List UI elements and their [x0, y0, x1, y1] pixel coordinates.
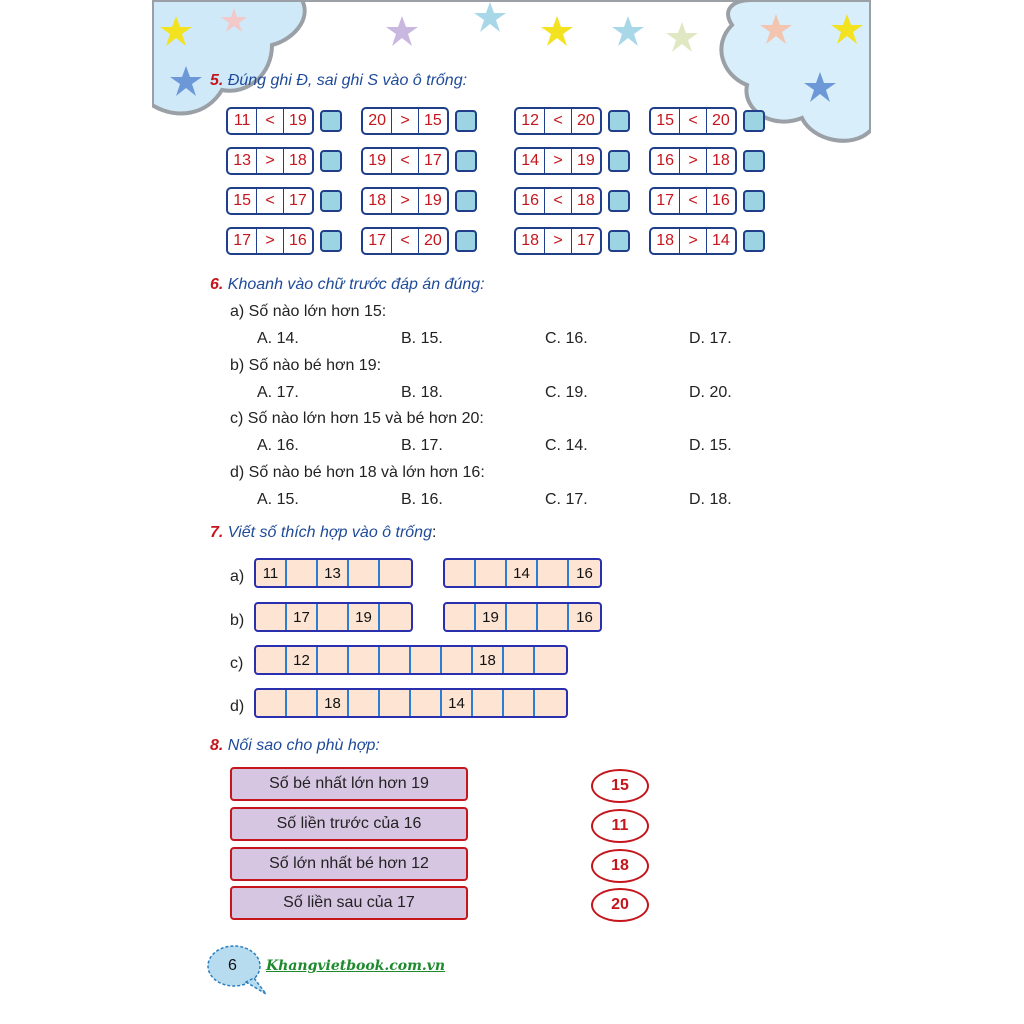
answer-option[interactable]: C. 17. — [545, 490, 588, 508]
empty-cell[interactable] — [380, 560, 411, 586]
empty-cell[interactable] — [287, 560, 318, 586]
match-number-oval[interactable]: 15 — [591, 769, 649, 803]
left-number: 18 — [656, 232, 675, 249]
number-strip — [254, 645, 568, 675]
q6-number: 6. — [210, 276, 224, 293]
answer-box[interactable] — [608, 190, 630, 212]
empty-cell[interactable] — [473, 690, 504, 716]
empty-cell[interactable] — [538, 604, 569, 630]
answer-box[interactable] — [608, 150, 630, 172]
comparison-item — [361, 146, 477, 176]
match-statement[interactable]: Số bé nhất lớn hơn 19 — [230, 767, 468, 801]
left-number: 19 — [368, 152, 387, 169]
comparison-box — [226, 107, 314, 135]
comparison-item — [649, 146, 765, 176]
answer-box[interactable] — [608, 230, 630, 252]
comparison-item — [226, 106, 342, 136]
answer-box[interactable] — [455, 190, 477, 212]
empty-cell[interactable] — [442, 647, 473, 673]
left-number: 17 — [656, 192, 675, 209]
answer-option[interactable]: B. 15. — [401, 330, 443, 347]
empty-cell[interactable] — [535, 690, 566, 716]
comparison-item — [649, 106, 765, 136]
comparison-item — [361, 226, 477, 256]
match-statement[interactable]: Số liền trước của 16 — [230, 807, 468, 841]
left-number: 18 — [368, 192, 387, 209]
number-strip — [254, 688, 568, 718]
answer-option[interactable]: D. 18. — [689, 490, 732, 508]
empty-cell[interactable] — [535, 647, 566, 673]
answer-option[interactable]: D. 20. — [689, 383, 732, 401]
q8-number: 8. — [210, 737, 224, 754]
star-icon — [541, 16, 573, 46]
comparison-box — [361, 107, 449, 135]
right-number: 17 — [288, 192, 307, 209]
q7-row-label: a) — [230, 568, 245, 585]
empty-cell[interactable] — [445, 604, 476, 630]
q7-row-label: b) — [230, 612, 245, 629]
comparison-item — [361, 186, 477, 216]
comparison-sign: > — [256, 229, 283, 253]
comparison-sign: < — [679, 109, 706, 133]
empty-cell[interactable] — [507, 604, 538, 630]
empty-cell[interactable] — [256, 647, 287, 673]
empty-cell[interactable] — [504, 647, 535, 673]
answer-option[interactable]: A. 16. — [257, 437, 299, 454]
star-icon — [666, 22, 698, 52]
answer-option[interactable]: A. 14. — [257, 330, 299, 347]
right-number: 19 — [288, 112, 307, 129]
comparison-box — [226, 147, 314, 175]
q8-title — [210, 737, 380, 755]
number-cell: 12 — [287, 647, 318, 673]
number-cell: 16 — [576, 564, 593, 582]
number-cell: 18 — [473, 647, 504, 673]
left-number: 16 — [521, 192, 540, 209]
answer-option[interactable]: B. 17. — [401, 437, 443, 454]
q5-number: 5. — [210, 72, 224, 89]
q7-number: 7. — [210, 524, 224, 541]
q7-row-label: c) — [230, 655, 244, 672]
q5-title-text: Đúng ghi Đ, sai ghi S vào ô trống: — [227, 72, 468, 89]
left-number: 15 — [656, 112, 675, 129]
answer-option[interactable]: C. 14. — [545, 437, 588, 454]
number-cell: 17 — [287, 604, 318, 630]
empty-cell[interactable] — [476, 560, 507, 586]
comparison-box — [514, 147, 602, 175]
match-number-oval[interactable]: 11 — [591, 809, 649, 843]
comparison-sign: < — [391, 149, 418, 173]
comparison-sign: > — [391, 189, 418, 213]
match-statement[interactable]: Số liền sau của 17 — [230, 886, 468, 920]
left-number: 15 — [233, 192, 252, 209]
number-strip — [254, 558, 413, 588]
star-icon — [474, 2, 506, 32]
empty-cell[interactable] — [411, 647, 442, 673]
number-strip — [254, 602, 413, 632]
answer-box[interactable] — [608, 110, 630, 132]
comparison-sign: > — [544, 149, 571, 173]
empty-cell[interactable] — [349, 647, 380, 673]
q6-title-text: Khoanh vào chữ trước đáp án đúng: — [227, 276, 485, 293]
answer-box[interactable] — [743, 190, 765, 212]
comparison-box — [514, 107, 602, 135]
number-cell: 16 — [576, 608, 593, 626]
left-number: 11 — [233, 112, 251, 129]
empty-cell[interactable] — [380, 690, 411, 716]
q6-title — [210, 276, 485, 294]
left-number: 12 — [521, 112, 540, 129]
comparison-item — [514, 226, 630, 256]
comparison-sign: > — [679, 149, 706, 173]
empty-cell[interactable] — [318, 647, 349, 673]
right-number: 20 — [423, 232, 442, 249]
match-statement[interactable]: Số lớn nhất bé hơn 12 — [230, 847, 468, 881]
comparison-item — [514, 186, 630, 216]
right-number: 18 — [576, 192, 595, 209]
answer-option[interactable]: B. 18. — [401, 383, 443, 401]
right-number: 20 — [576, 112, 595, 129]
q6-question: a) Số nào lớn hơn 15: — [230, 303, 387, 320]
answer-option[interactable]: D. 17. — [689, 330, 732, 347]
q8-title-text: Nối sao cho phù hợp: — [227, 737, 380, 754]
number-cell: 11 — [256, 560, 287, 586]
empty-cell[interactable] — [380, 604, 411, 630]
right-number: 19 — [576, 152, 595, 169]
comparison-sign: > — [391, 109, 418, 133]
star-icon — [386, 16, 418, 46]
right-number: 18 — [711, 152, 730, 169]
empty-cell[interactable] — [538, 560, 569, 586]
comparison-box — [514, 227, 602, 255]
answer-option[interactable]: A. 15. — [257, 490, 299, 508]
comparison-item — [514, 106, 630, 136]
q7-row-label: d) — [230, 698, 245, 715]
comparison-box — [226, 227, 314, 255]
number-cell: 19 — [349, 604, 380, 630]
comparison-sign: < — [256, 109, 283, 133]
left-number: 18 — [521, 232, 540, 249]
empty-cell[interactable] — [504, 690, 535, 716]
q7-title-colon: : — [431, 524, 437, 541]
right-number: 20 — [711, 112, 730, 129]
comparison-box — [361, 187, 449, 215]
comparison-sign: > — [544, 229, 571, 253]
left-number: 17 — [368, 232, 387, 249]
answer-box[interactable] — [743, 150, 765, 172]
empty-cell[interactable] — [445, 560, 476, 586]
right-number: 16 — [711, 192, 730, 209]
comparison-sign: < — [256, 189, 283, 213]
comparison-box — [514, 187, 602, 215]
answer-box[interactable] — [743, 230, 765, 252]
answer-option[interactable]: B. 16. — [401, 490, 443, 508]
comparison-item — [649, 186, 765, 216]
comparison-box — [649, 227, 737, 255]
page-number-bubble — [204, 940, 274, 996]
empty-cell[interactable] — [287, 690, 318, 716]
left-number: 16 — [656, 152, 675, 169]
answer-option[interactable]: C. 19. — [545, 383, 588, 401]
left-number: 14 — [521, 152, 540, 169]
q6-question: d) Số nào bé hơn 18 và lớn hơn 16: — [230, 463, 485, 481]
comparison-sign: < — [544, 109, 571, 133]
answer-box[interactable] — [320, 110, 342, 132]
comparison-item — [226, 226, 342, 256]
empty-cell[interactable] — [256, 690, 287, 716]
empty-cell[interactable] — [411, 690, 442, 716]
number-cell: 13 — [318, 560, 349, 586]
answer-box[interactable] — [320, 150, 342, 172]
left-number: 13 — [233, 152, 252, 169]
answer-box[interactable] — [320, 230, 342, 252]
comparison-box — [649, 187, 737, 215]
answer-box[interactable] — [455, 230, 477, 252]
comparison-box — [649, 147, 737, 175]
comparison-sign: < — [544, 189, 571, 213]
comparison-box — [649, 107, 737, 135]
match-number-oval[interactable]: 18 — [591, 849, 649, 883]
comparison-sign: < — [679, 189, 706, 213]
empty-cell[interactable] — [318, 604, 349, 630]
number-cell: 14 — [507, 560, 538, 586]
answer-box[interactable] — [320, 190, 342, 212]
match-number-oval[interactable]: 20 — [591, 888, 649, 922]
q5-title — [210, 72, 467, 90]
q6-question: b) Số nào bé hơn 19: — [230, 356, 382, 374]
comparison-item — [361, 106, 477, 136]
number-cell: 18 — [318, 690, 349, 716]
answer-option[interactable]: A. 17. — [257, 383, 299, 401]
comparison-item — [649, 226, 765, 256]
number-cell: 14 — [442, 690, 473, 716]
left-number: 20 — [368, 112, 387, 129]
answer-box[interactable] — [743, 110, 765, 132]
comparison-box — [361, 147, 449, 175]
right-number: 17 — [423, 152, 442, 169]
q6-question: c) Số nào lớn hơn 15 và bé hơn 20: — [230, 410, 484, 427]
empty-cell[interactable] — [380, 647, 411, 673]
right-number: 18 — [288, 152, 307, 169]
page-number: 6 — [228, 957, 237, 974]
answer-option[interactable]: D. 15. — [689, 437, 732, 454]
comparison-sign: > — [256, 149, 283, 173]
q7-title-text: Viết số thích hợp vào ô trống — [227, 524, 432, 541]
comparison-sign: < — [391, 229, 418, 253]
answer-box[interactable] — [455, 150, 477, 172]
number-cell: 19 — [476, 604, 507, 630]
right-number: 15 — [423, 112, 442, 129]
right-number: 17 — [576, 232, 595, 249]
right-number: 19 — [423, 192, 442, 209]
comparison-item — [226, 186, 342, 216]
comparison-item — [514, 146, 630, 176]
star-icon — [612, 16, 644, 46]
number-strip — [443, 558, 602, 588]
empty-cell[interactable] — [349, 560, 380, 586]
comparison-box — [361, 227, 449, 255]
website-link[interactable]: Khangvietbook.com.vn — [266, 958, 446, 974]
right-number: 16 — [288, 232, 307, 249]
comparison-item — [226, 146, 342, 176]
number-strip — [443, 602, 602, 632]
comparison-sign: > — [679, 229, 706, 253]
comparison-box — [226, 187, 314, 215]
q7-title — [210, 524, 436, 542]
right-number: 14 — [711, 232, 730, 249]
empty-cell[interactable] — [349, 690, 380, 716]
answer-box[interactable] — [455, 110, 477, 132]
answer-option[interactable]: C. 16. — [545, 330, 588, 347]
empty-cell[interactable] — [256, 604, 287, 630]
left-number: 17 — [233, 232, 252, 249]
